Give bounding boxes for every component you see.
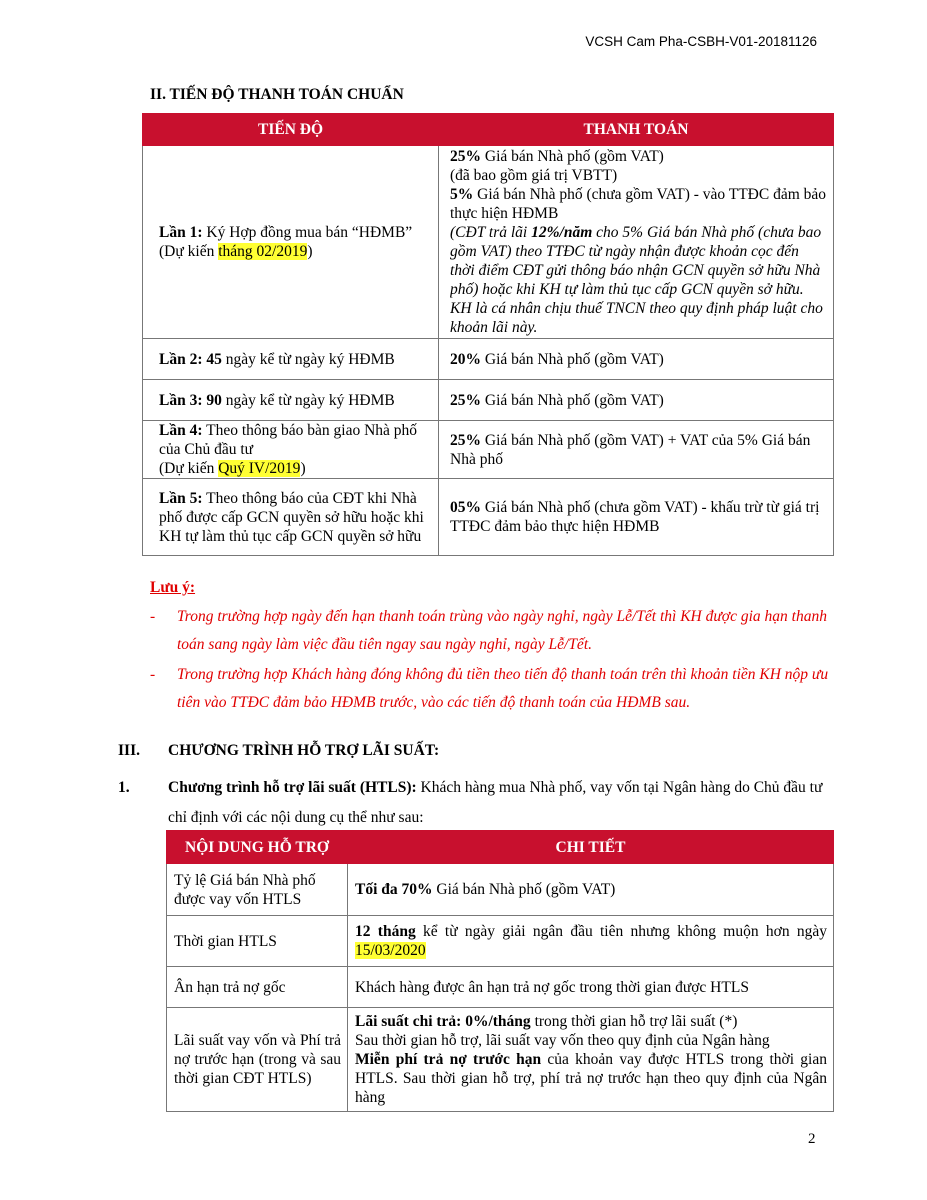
installment-1-payment: [439, 146, 834, 339]
table-row: [167, 864, 834, 916]
installment-5-payment: 05% Giá bán Nhà phố (chưa gồm VAT) - khấu trừ từ giá trị TTĐC đảm bảo thực hiện HĐMB: [439, 479, 834, 556]
table-header-row: [143, 114, 834, 146]
column-header-payment: THANH TOÁN: [439, 114, 834, 146]
table-row: [167, 967, 834, 1008]
document-code: VCSH Cam Pha-CSBH-V01-20181126: [585, 34, 817, 49]
item-text: Chương trình hỗ trợ lãi suất (HTLS): Khách hàng mua Nhà phố, vay vốn tại Ngân hàng do Chủ đầu tư chỉ định với các nội dung cụ thể như sau:: [168, 779, 823, 826]
installment-5-cell: Lần 5: Theo thông báo của CĐT khi Nhà phố được cấp GCN quyền sở hữu hoặc khi KH tự làm thủ tục cấp GCN quyền sở hữu: [143, 479, 439, 556]
installment-2-cell: Lần 2: 45 ngày kể từ ngày ký HĐMB: [143, 339, 439, 380]
support-detail: Lãi suất chi trả: 0%/tháng trong thời gian hỗ trợ lãi suất (*) Sau thời gian hỗ trợ, lãi suất vay vốn theo quy định của Ngân hàng Miễn phí trả nợ trước hạn của khoản vay được HTLS trong thời gian HTLS. Sau thời gian hỗ trợ, phí trả nợ trước hạn theo quy định của Ngân hàng: [348, 1008, 834, 1112]
payment-desc: Giá bán Nhà phố (gồm VAT): [481, 148, 664, 165]
table-row: [143, 146, 834, 339]
section-3-title: CHƯƠNG TRÌNH HỖ TRỢ LÃI SUẤT:: [168, 742, 440, 759]
installment-3-cell: Lần 3: 90 ngày kể từ ngày ký HĐMB: [143, 380, 439, 421]
percent-value: 5%: [450, 186, 474, 203]
program-item-1: [118, 773, 838, 833]
expected-date-suffix: ): [307, 243, 313, 260]
section-2-title: II. TIẾN ĐỘ THANH TOÁN CHUẨN: [150, 86, 404, 103]
bullet-dash: -: [150, 608, 156, 625]
installment-4-payment: 25% Giá bán Nhà phố (gồm VAT) + VAT của 5% Giá bán Nhà phố: [439, 421, 834, 479]
expected-date-prefix: (Dự kiến: [159, 243, 219, 260]
installment-4-cell: Lần 4: Theo thông báo bàn giao Nhà phố của Chủ đầu tư (Dự kiến Quý IV/2019): [143, 421, 439, 479]
installment-3-payment: 25% Giá bán Nhà phố (gồm VAT): [439, 380, 834, 421]
support-label: Ân hạn trả nợ gốc: [167, 967, 348, 1008]
table-row: [167, 916, 834, 967]
column-header-support: NỘI DUNG HỖ TRỢ: [167, 831, 348, 864]
section-3-number: III.: [118, 742, 140, 759]
table-row: [167, 1008, 834, 1112]
note-item: [150, 661, 840, 717]
table-row: [143, 380, 834, 421]
table-row: [143, 479, 834, 556]
payment-schedule-table: [142, 113, 834, 556]
support-detail: Tối đa 70% Giá bán Nhà phố (gồm VAT): [348, 864, 834, 916]
payment-desc: Giá bán Nhà phố (chưa gồm VAT) - vào TTĐC đảm bảo thực hiện HĐMB: [450, 186, 827, 222]
interest-note: (CĐT trả lãi 12%/năm cho 5% Giá bán Nhà phố (chưa bao gồm VAT) theo TTĐC từ ngày nhận được khoản cọc đến thời điểm CĐT gửi thông báo nhận GCN quyền sở hữu Nhà phố) hoặc khi KH tự làm thủ tục cấp GCN quyền sở hữu. KH là cá nhân chịu thuế TNCN theo quy định pháp luật cho khoản lãi này.: [450, 224, 823, 336]
support-label: Tỷ lệ Giá bán Nhà phố được vay vốn HTLS: [167, 864, 348, 916]
percent-value: 25%: [450, 148, 481, 165]
interest-support-table: [166, 830, 834, 1112]
bullet-dash: -: [150, 666, 156, 683]
expected-date-highlight: Quý IV/2019: [218, 460, 301, 477]
note-text: Trong trường hợp Khách hàng đóng không đủ tiền theo tiến độ thanh toán trên thì khoản tiền KH nộp ưu tiên vào TTĐC đảm bảo HĐMB trước, vào các tiến độ thanh toán của HĐMB sau.: [177, 666, 829, 711]
support-detail: Khách hàng được ân hạn trả nợ gốc trong thời gian được HTLS: [348, 967, 834, 1008]
deadline-highlight: 15/03/2020: [355, 942, 426, 959]
page-number: 2: [808, 1131, 816, 1147]
payment-desc: (đã bao gồm giá trị VBTT): [450, 167, 618, 184]
support-detail: 12 tháng kể từ ngày giải ngân đầu tiên nhưng không muộn hơn ngày 15/03/2020: [348, 916, 834, 967]
installment-desc: Ký Hợp đồng mua bán “HĐMB”: [202, 224, 413, 241]
notes-title: Lưu ý:: [150, 579, 196, 596]
installment-1-cell: [143, 146, 439, 339]
item-number: 1.: [118, 779, 130, 796]
installment-label: Lần 1:: [159, 224, 203, 241]
table-row: [143, 339, 834, 380]
table-row: [143, 421, 834, 479]
note-item: [150, 603, 840, 659]
installment-2-payment: 20% Giá bán Nhà phố (gồm VAT): [439, 339, 834, 380]
column-header-progress: TIẾN ĐỘ: [143, 114, 439, 146]
support-label: Lãi suất vay vốn và Phí trả nợ trước hạn (trong và sau thời gian CĐT HTLS): [167, 1008, 348, 1112]
expected-date-highlight: tháng 02/2019: [218, 243, 308, 260]
support-label: Thời gian HTLS: [167, 916, 348, 967]
note-text: Trong trường hợp ngày đến hạn thanh toán trùng vào ngày nghỉ, ngày Lễ/Tết thì KH được gia hạn thanh toán sang ngày làm việc đầu tiên ngay sau ngày nghỉ, ngày Lễ/Tết.: [177, 608, 827, 653]
column-header-detail: CHI TIẾT: [348, 831, 834, 864]
table-header-row: [167, 831, 834, 864]
